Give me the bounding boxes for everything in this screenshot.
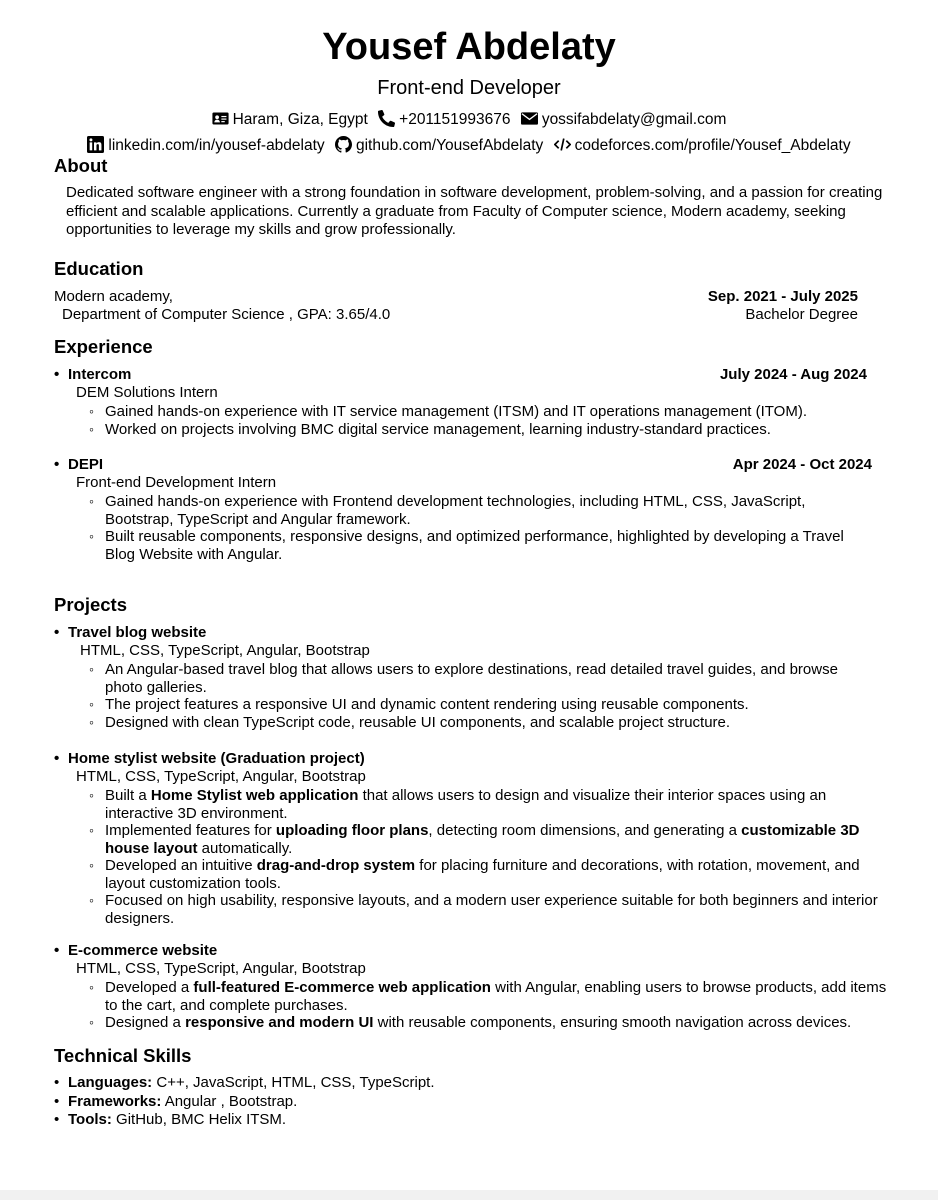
address-card-icon [212, 110, 229, 127]
candidate-name: Yousef Abdelaty [322, 26, 616, 68]
contact-row-1 [0, 110, 938, 130]
about-text: Dedicated software engineer with a strong foundation in software development, problem-solving, and a passion for creating efficient and scalable applications. Currently a graduate from Faculty of Computer science, Modern academy, seeking opportunities to leverage my skills and grow professionally. [66, 184, 883, 238]
education-dates: Sep. 2021 - July 2025 [707, 288, 858, 305]
bullet: • [54, 942, 60, 959]
email-item[interactable]: yossifabdelaty@gmail.com [521, 110, 727, 130]
bullet: • [54, 750, 60, 767]
linkedin-item[interactable]: linkedin.com/in/yousef-abdelaty [87, 136, 324, 156]
codeforces-item[interactable]: codeforces.com/profile/Yousef_Abdelaty [554, 136, 851, 156]
bullet: • [54, 1092, 60, 1110]
list-item: ◦ An Angular-based travel blog that allows users to explore destinations, read detailed travel guides, and browse photo galleries. [105, 661, 875, 696]
project-points [105, 979, 895, 1032]
project-tech: HTML, CSS, TypeScript, Angular, Bootstrap [76, 768, 366, 785]
list-item: ◦ Gained hands-on experience with IT service management (ITSM) and IT operations management (ITOM). [105, 403, 895, 421]
bullet: • [54, 1111, 60, 1128]
project-points [105, 787, 895, 927]
experience-dates: July 2024 - Aug 2024 [719, 366, 867, 383]
education-degree: Bachelor Degree [745, 306, 858, 323]
list-item: • Languages: C++, JavaScript, HTML, CSS, TypeScript. [54, 1074, 435, 1091]
projects-heading: Projects [54, 594, 128, 615]
project-name: • E-commerce website [54, 942, 218, 959]
experience-points [105, 403, 895, 438]
project-name: • Travel blog website [54, 624, 207, 641]
list-item: ◦ Developed an intuitive drag-and-drop system for placing furniture and decorations, with rotation, movement, and layout customization tools. [105, 857, 895, 892]
project-tech: HTML, CSS, TypeScript, Angular, Bootstrap [76, 960, 366, 977]
experience-company: • DEPI [54, 456, 104, 473]
education-department: Department of Computer Science , GPA: 3.65/4.0 [62, 306, 391, 323]
experience-role: Front-end Development Intern [76, 474, 277, 491]
education-heading: Education [54, 258, 144, 279]
skills-list [54, 1074, 435, 1130]
page-footer-strip [0, 1190, 938, 1200]
list-item: ◦ Designed a responsive and modern UI with reusable components, ensuring smooth navigation across devices. [105, 1014, 895, 1032]
project-name: • Home stylist website (Graduation project) [54, 750, 365, 767]
github-icon [335, 136, 352, 153]
about-heading: About [54, 155, 108, 176]
list-item: ◦ Built a Home Stylist web application that allows users to design and visualize their interior spaces using an interactive 3D environment. [105, 787, 895, 822]
list-item: ◦ The project features a responsive UI and dynamic content rendering using reusable components. [105, 696, 875, 714]
education-school: Modern academy, [54, 288, 173, 305]
skills-heading: Technical Skills [54, 1045, 192, 1066]
list-item: ◦ Worked on projects involving BMC digital service management, learning industry-standard practices. [105, 421, 895, 439]
phone-item[interactable]: +201151993676 [378, 110, 510, 130]
experience-heading: Experience [54, 336, 153, 357]
list-item: ◦ Built reusable components, responsive designs, and optimized performance, highlighted by developing a Travel Blog Website with Angular. [105, 528, 875, 563]
list-item: • Tools: GitHub, BMC Helix ITSM. [54, 1111, 287, 1128]
list-item: ◦ Gained hands-on experience with Frontend development technologies, including HTML, CSS, JavaScript, Bootstrap, TypeScript and Angular framework. [105, 493, 875, 528]
job-title: Front-end Developer [377, 77, 561, 99]
experience-company: • Intercom [54, 366, 132, 383]
linkedin-icon [87, 136, 104, 153]
list-item: ◦ Focused on high usability, responsive layouts, and a modern user experience suitable for both beginners and interior designers. [105, 892, 895, 927]
experience-points [105, 493, 875, 563]
experience-dates: Apr 2024 - Oct 2024 [732, 456, 872, 473]
list-item: ◦ Developed a full-featured E-commerce web application with Angular, enabling users to browse products, add items to the cart, and complete purchases. [105, 979, 895, 1014]
experience-role: DEM Solutions Intern [76, 384, 218, 401]
project-points [105, 661, 875, 731]
github-item[interactable]: github.com/YousefAbdelaty [335, 136, 543, 156]
list-item: ◦ Designed with clean TypeScript code, reusable UI components, and scalable project structure. [105, 714, 875, 732]
envelope-icon [521, 110, 538, 127]
contact-row-2 [0, 136, 938, 156]
project-tech: HTML, CSS, TypeScript, Angular, Bootstrap [80, 642, 370, 659]
bullet: • [54, 624, 60, 641]
code-icon [554, 136, 571, 153]
list-item: • Frameworks: Angular , Bootstrap. [54, 1092, 298, 1110]
bullet: • [54, 1074, 60, 1091]
list-item: ◦ Implemented features for uploading floor plans, detecting room dimensions, and generating a customizable 3D house layout automatically. [105, 822, 895, 857]
location-item: Haram, Giza, Egypt [212, 110, 368, 130]
bullet: • [54, 366, 60, 383]
bullet: • [54, 456, 60, 473]
phone-icon [378, 110, 395, 127]
